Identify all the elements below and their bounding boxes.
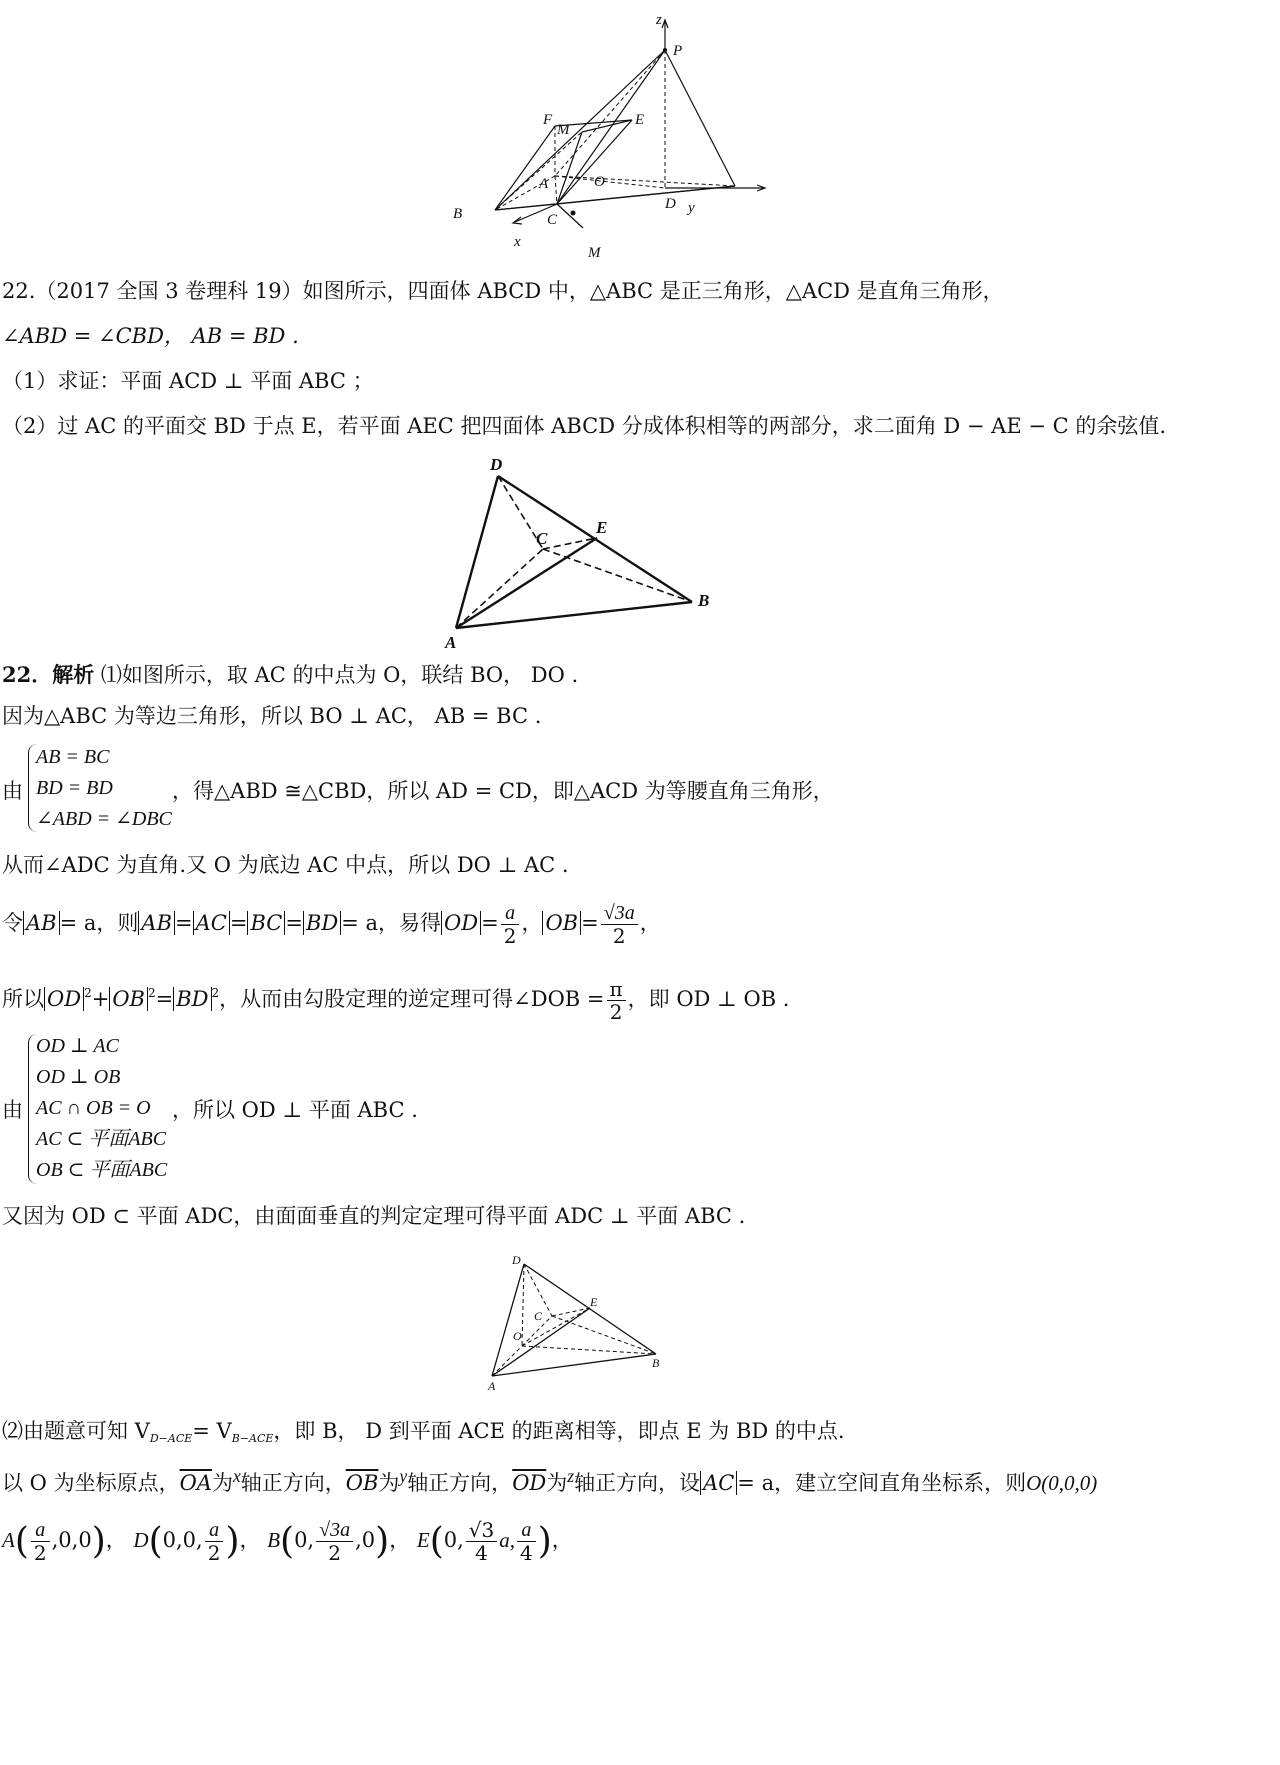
solution-line-5: 令 AB = a，则 AB = AC = BC = BD = a，易得 OD = $\frac{a}{2}$ ， OB = $\frac{√3a}{2}$ ， xyxy=(2,902,661,948)
label-M2: M xyxy=(588,245,601,261)
coord-B-label: B xyxy=(267,1528,281,1552)
dash-OE xyxy=(522,1308,590,1346)
label-O: O xyxy=(513,1329,522,1343)
label-A: A xyxy=(488,1379,496,1393)
figure-tetrahedron-with-o xyxy=(480,1250,680,1400)
system1-eq-3: ∠ABD = ∠DBC xyxy=(36,808,172,830)
label-x: x xyxy=(514,234,521,250)
edge-AB xyxy=(492,1354,656,1376)
dash-PA xyxy=(555,50,665,176)
system1-prefix: 由 xyxy=(2,779,23,803)
abs-AB: AB xyxy=(23,911,60,935)
abs-OB-sq: OB xyxy=(109,987,148,1011)
abs-OD-sq: OD xyxy=(44,987,84,1011)
subscript-d-ace: D−ACE xyxy=(149,1432,193,1445)
coord-D-label: D xyxy=(133,1528,149,1552)
coord-E-label: E xyxy=(416,1528,430,1552)
problem-question-1: （1）求证：平面 ACD ⊥ 平面 ABC ； xyxy=(2,369,374,393)
problem-source: （2017 全国 3 卷理科 19） xyxy=(35,279,303,303)
solution-line-9 xyxy=(2,1416,845,1454)
point-M-bottom xyxy=(571,211,576,216)
text-so: 所以 xyxy=(2,987,44,1011)
figure-coordinate-tetrahedron xyxy=(453,8,795,268)
label-z: z xyxy=(656,12,662,28)
text-eq-v: = V xyxy=(192,1419,232,1443)
solution-title: 解析 xyxy=(52,662,95,687)
abs-BC: BC xyxy=(247,911,285,935)
text-midpoint: ，即 B， D 到平面 ACE 的距离相等，即点 E 为 BD 的中点. xyxy=(273,1419,845,1443)
coord-B-tail: ,0 xyxy=(355,1528,376,1552)
frac-E-y: $\frac{√3}{4}$ xyxy=(466,1519,497,1564)
axis-z-label: z xyxy=(567,1466,575,1486)
frac-E-z: $\frac{a}{4}$ xyxy=(517,1519,536,1564)
eq-sign-1: = xyxy=(481,911,499,935)
solution-number: 22． xyxy=(2,662,53,687)
solution-part1-intro: ⑴如图所示，取 AC 的中点为 O，联结 BO， DO . xyxy=(100,663,579,687)
vector-OB: $\overline{OB}$ xyxy=(345,1471,379,1495)
dash-DO xyxy=(522,1264,524,1346)
system2-eq-1: OD ⊥ AC xyxy=(36,1035,119,1057)
frac-A-x: $\frac{a}{2}$ xyxy=(31,1519,50,1564)
coord-A-tail: ,0,0 xyxy=(51,1528,92,1552)
system2-eq-5: OB ⊂ 平面ABC xyxy=(36,1159,168,1181)
dash-AC xyxy=(456,549,543,628)
problem-question-2: （2）过 AC 的平面交 BD 于点 E，若平面 AEC 把四面体 ABCD 分成体积相等的两部分，求二面角 D − AE − C 的余弦值. xyxy=(2,414,1167,438)
coord-E-mid: a, xyxy=(499,1528,516,1552)
label-E: E xyxy=(635,112,645,128)
label-D: D xyxy=(665,196,676,212)
fraction-a-over-2: $\frac{a}{2}$ xyxy=(501,902,520,947)
system1-eq-2: BD = BD xyxy=(36,777,113,799)
vector-OA: $\overline{OA}$ xyxy=(179,1471,212,1495)
label-C: C xyxy=(547,212,558,228)
text-easy: = a，易得 xyxy=(341,911,442,935)
system2-conclusion: ，所以 OD ⊥ 平面 ABC . xyxy=(172,1098,418,1122)
coord-A-label: A xyxy=(2,1528,15,1552)
abs-OB: OB xyxy=(542,911,581,935)
label-A: A xyxy=(539,176,549,192)
dash-OB xyxy=(522,1346,656,1354)
coord-B-head: 0, xyxy=(294,1528,315,1552)
edge-DA xyxy=(492,1264,524,1376)
frac-D-z: $\frac{a}{2}$ xyxy=(205,1519,224,1564)
solution-line-1 xyxy=(2,660,578,690)
line-CM2 xyxy=(557,204,583,228)
text-pythag: ，从而由勾股定理的逆定理可得∠DOB = xyxy=(219,987,605,1011)
label-B: B xyxy=(698,591,710,610)
dash-AC xyxy=(555,176,557,204)
edge-PB xyxy=(495,50,665,210)
system2-eq-3: AC ∩ OB = O xyxy=(36,1097,151,1119)
dash-CB xyxy=(543,549,692,602)
coord-E-head: 0, xyxy=(443,1528,464,1552)
solution-line-11: A( $\frac{a}{2}$ ,0,0)， D(0,0, $\frac{a}{2}$ )， B(0, $\frac{√3a}{2}$ ,0)， E(0, $\frac{√3}{4}$ a, $\frac{a}{4}$ )， xyxy=(2,1518,573,1565)
system2-eq-2: OD ⊥ OB xyxy=(36,1066,121,1088)
system1-eq-1: AB = BC xyxy=(36,746,110,768)
solution-line-6: 所以 OD $^2$+ OB $^2$= BD $^2$，从而由勾股定理的逆定理可得∠DOB = $\frac{\pi}{2}$ ，即 OD ⊥ OB . xyxy=(2,977,790,1024)
text-volume-intro: ⑵由题意可知 V xyxy=(2,1419,150,1443)
label-M: M xyxy=(557,122,570,138)
abs-BD-sq: BD xyxy=(173,987,211,1011)
label-C: C xyxy=(534,1309,543,1323)
vector-OD: $\overline{OD}$ xyxy=(512,1471,547,1495)
figure-tetrahedron-abcd xyxy=(440,450,740,655)
label-P: P xyxy=(673,43,683,59)
label-A: A xyxy=(445,633,457,652)
solution-line-4: 从而∠ADC 为直角.又 O 为底边 AC 中点，所以 DO ⊥ AC . xyxy=(2,853,569,877)
edge-FB xyxy=(495,126,555,210)
abs-AB-2: AB xyxy=(138,911,175,935)
text-eq-a: = a，则 xyxy=(59,911,139,935)
fraction-pi-over-2: $\frac{\pi}{2}$ xyxy=(607,978,626,1023)
text-od-perp-ob: ，即 OD ⊥ OB . xyxy=(627,987,790,1011)
abs-AC: AC xyxy=(193,911,230,935)
abs-BD: BD xyxy=(303,911,341,935)
label-O: O xyxy=(594,174,605,190)
label-B: B xyxy=(453,206,463,222)
edge-CD xyxy=(557,186,735,204)
label-F: F xyxy=(543,112,553,128)
label-D: D xyxy=(512,1253,521,1267)
edge-PD xyxy=(665,50,735,186)
label-E: E xyxy=(590,1295,598,1309)
abs-AC-a: AC xyxy=(700,1471,737,1495)
subscript-b-ace: B−ACE xyxy=(231,1432,274,1445)
solution-line-8: 又因为 OD ⊂ 平面 ADC，由面面垂直的判定定理可得平面 ADC ⊥ 平面 ABC . xyxy=(2,1204,746,1228)
fraction-sqrt3a-over-2: $\frac{√3a}{2}$ xyxy=(601,902,638,947)
label-C: C xyxy=(536,529,548,548)
label-y: y xyxy=(688,200,695,216)
axis-x-label: x xyxy=(232,1466,241,1486)
problem-line-2: ∠ABD = ∠CBD， AB = BD . xyxy=(2,324,299,348)
frac-B-y: $\frac{√3a}{2}$ xyxy=(316,1519,353,1564)
text-let: 令 xyxy=(2,911,23,935)
point-O-coord: O(0,0,0) xyxy=(1026,1471,1098,1495)
text-origin: 以 O 为坐标原点， xyxy=(2,1471,180,1495)
system2-eq-4: AC ⊂ 平面ABC xyxy=(36,1128,167,1150)
solution-line-2: 因为△ABC 为等边三角形，所以 BO ⊥ AC， AB = BC . xyxy=(2,704,542,728)
coord-D-head: 0,0, xyxy=(162,1528,203,1552)
point-P xyxy=(663,48,667,52)
abs-OD: OD xyxy=(441,911,481,935)
dash-AO xyxy=(555,176,665,188)
problem-line-1 xyxy=(2,276,1004,306)
label-E: E xyxy=(596,518,608,537)
system2-prefix: 由 xyxy=(2,1098,23,1122)
system1-conclusion: ，得△ABD ≅△CBD，所以 AD = CD，即△ACD 为等腰直角三角形， xyxy=(172,779,834,803)
problem-number: 22. xyxy=(2,279,36,303)
dash-AD xyxy=(555,176,735,186)
problem-stem-1: 如图所示，四面体 ABCD 中，△ABC 是正三角形，△ACD 是直角三角形， xyxy=(302,279,1004,303)
label-D: D xyxy=(490,455,503,474)
label-B: B xyxy=(652,1356,660,1370)
axis-y-label: y xyxy=(399,1466,408,1486)
solution-line-10: 以 O 为坐标原点，$\overline{OA}$为$^x$轴正方向，$\overline{OB}$为$^y$轴正方向，$\overline{OD}$为$^z$轴正方向，设 AC = a，建立空间直角坐标系，则O(0,0,0) xyxy=(2,1466,1098,1495)
